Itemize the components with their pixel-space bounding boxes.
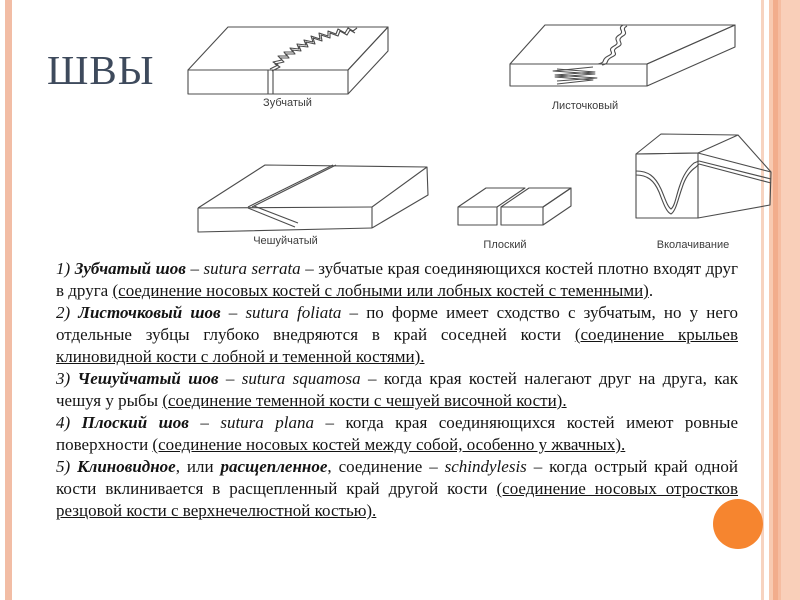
- foliate-suture-figure: [505, 18, 740, 93]
- text-segment: sutura foliata: [245, 303, 342, 322]
- text-segment: – когда острый край одной кости вклинивается в расщепленный край другой кости: [56, 457, 738, 498]
- text-segment: schindylesis: [444, 457, 527, 476]
- text-segment: Листочковый шов: [78, 303, 221, 322]
- text-segment: , соединение –: [327, 457, 445, 476]
- text-segment: sutura plana: [220, 413, 314, 432]
- text-segment: –: [220, 303, 246, 322]
- text-segment: Зубчатый шов: [74, 259, 186, 278]
- plane-suture-figure: [455, 185, 595, 235]
- text-segment: расщепленное: [220, 457, 328, 476]
- figure-gomphosis: [628, 130, 776, 232]
- text-segment: Чешуйчатый шов: [77, 369, 219, 388]
- figure-label-foliate: Листочковый: [551, 100, 619, 112]
- suture-item-4: [56, 412, 738, 456]
- orange-circle-decoration: [713, 499, 763, 549]
- squamous-suture-figure: [195, 150, 440, 245]
- text-segment: (соединение носовых отростков резцовой кости с верхнечелюстной костью).: [56, 479, 739, 520]
- slide-title: ШВЫ: [47, 47, 155, 93]
- text-segment: sutura serrata: [203, 259, 301, 278]
- text-segment: Плоский шов: [81, 413, 189, 432]
- suture-item-5: [56, 456, 738, 522]
- figure-squamous: [195, 150, 440, 245]
- text-segment: (соединение теменной кости с чешуей височной кости).: [162, 391, 567, 410]
- figure-serrated: [185, 22, 390, 97]
- serrated-suture-figure: [185, 22, 390, 97]
- figure-label-plane: Плоский: [483, 239, 527, 251]
- text-segment: 4): [56, 413, 82, 432]
- text-segment: sutura squamosa: [241, 369, 361, 388]
- text-segment: Клиновидное: [77, 457, 176, 476]
- text-segment: – когда края костей налегают друг на друга, как чешуя у рыбы: [56, 369, 739, 410]
- figure-label-squamous: Чешуйчатый: [253, 235, 318, 247]
- text-segment: – когда края соединяющихся костей имеют ровные поверхности: [56, 413, 738, 454]
- text-segment: 2): [56, 303, 79, 322]
- text-segment: – по форме имеет сходство с зубчатым, но у него отдельные зубцы глубоко внедряются в край соседней кости: [56, 303, 738, 344]
- right-accent-stripes: [758, 0, 800, 600]
- text-segment: –: [185, 259, 204, 278]
- text-segment: (соединение носовых костей с лобными или лобных костей с теменными): [112, 281, 649, 300]
- figure-plane: [455, 185, 595, 235]
- text-segment: 1): [56, 259, 75, 278]
- suture-item-3: [56, 368, 738, 412]
- text-segment: .: [648, 281, 654, 300]
- text-segment: (соединение носовых костей между собой, особенно у жвачных).: [152, 435, 626, 454]
- suture-item-1: [56, 258, 738, 302]
- text-segment: 5): [56, 457, 78, 476]
- text-segment: (соединение крыльев клиновидной кости с лобной и теменной костями).: [56, 325, 738, 366]
- text-segment: , или: [175, 457, 221, 476]
- text-segment: – зубчатые края соединяющихся костей плотно входят друг в друга: [56, 259, 738, 300]
- gomphosis-figure: [628, 130, 776, 232]
- text-segment: –: [218, 369, 242, 388]
- text-segment: 3): [56, 369, 78, 388]
- figure-label-serrated: Зубчатый: [263, 97, 312, 109]
- text-segment: –: [188, 413, 221, 432]
- suture-item-2: [56, 302, 738, 368]
- left-accent-stripe: [5, 0, 12, 600]
- figure-label-gomphosis: Вколачивание: [656, 239, 730, 251]
- figure-foliate: [505, 18, 740, 93]
- suture-descriptions: [56, 258, 738, 522]
